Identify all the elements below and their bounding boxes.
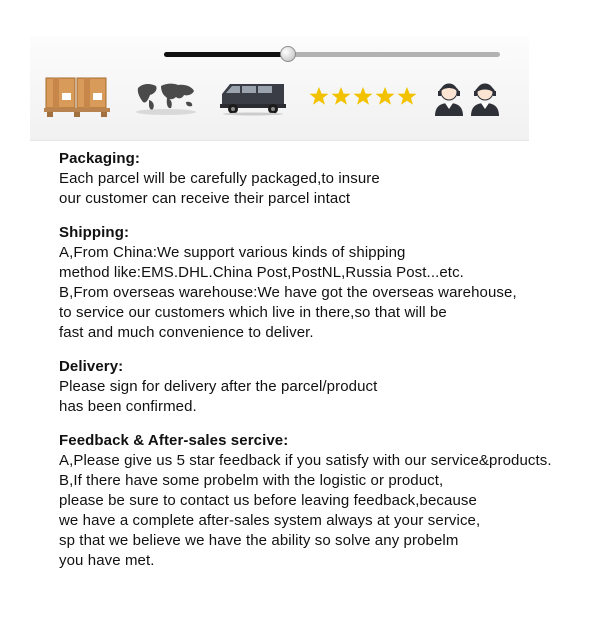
slider-thumb[interactable] bbox=[280, 46, 296, 62]
shipping-line-2: method like:EMS.DHL.China Post,PostNL,Russia Post...etc. bbox=[59, 264, 464, 281]
delivery-title: Delivery: bbox=[59, 358, 124, 375]
feedback-line-4: we have a complete after-sales system always at your service, bbox=[59, 512, 481, 529]
van-icon bbox=[218, 80, 288, 116]
feedback-line-3: please be sure to contact us before leaving feedback,because bbox=[59, 492, 477, 509]
slider-fill bbox=[164, 52, 288, 57]
shipping-section bbox=[59, 223, 614, 343]
feedback-section bbox=[59, 431, 614, 571]
shipping-title: Shipping: bbox=[59, 224, 130, 241]
five-stars-icon bbox=[308, 86, 418, 108]
service-icons-row bbox=[40, 74, 510, 122]
shipping-line-3: B,From overseas warehouse:We have got the overseas warehouse, bbox=[59, 284, 517, 301]
shipping-line-1: A,From China:We support various kinds of shipping bbox=[59, 244, 406, 261]
world-map-icon bbox=[134, 78, 198, 116]
packaging-title: Packaging: bbox=[59, 150, 141, 167]
feedback-title: Feedback & After-sales sercive: bbox=[59, 432, 289, 449]
boxes-icon bbox=[44, 76, 110, 118]
delivery-line-1: Please sign for delivery after the parcel/product bbox=[59, 378, 378, 395]
customer-service-icon bbox=[432, 78, 502, 118]
shipping-line-5: fast and much convenience to deliver. bbox=[59, 324, 314, 341]
progress-slider[interactable] bbox=[164, 45, 500, 65]
feedback-line-5: sp that we believe we have the ability so solve any probelm bbox=[59, 532, 459, 549]
packaging-line-2: our customer can receive their parcel intact bbox=[59, 190, 351, 207]
shipping-line-4: to service our customers which live in there,so that will be bbox=[59, 304, 447, 321]
packaging-section bbox=[59, 149, 614, 209]
feedback-line-1: A,Please give us 5 star feedback if you satisfy with our service&products. bbox=[59, 452, 552, 469]
delivery-section bbox=[59, 357, 614, 417]
feedback-line-6: you have met. bbox=[59, 552, 155, 569]
delivery-line-2: has been confirmed. bbox=[59, 398, 197, 415]
packaging-line-1: Each parcel will be carefully packaged,to insure bbox=[59, 170, 380, 187]
feedback-line-2: B,If there have some probelm with the logistic or product, bbox=[59, 472, 444, 489]
